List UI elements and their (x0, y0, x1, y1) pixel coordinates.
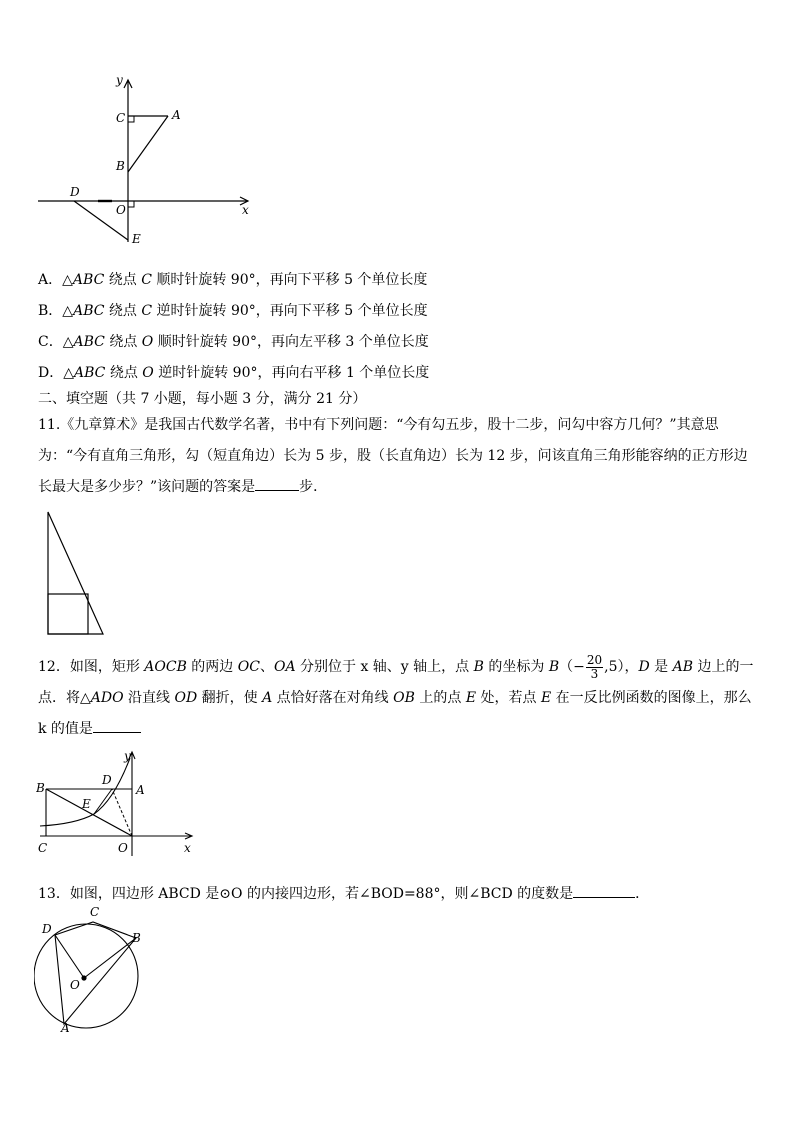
label-D: D (70, 185, 80, 199)
label-A: A (172, 108, 181, 122)
question-11: 11.《九章算术》是我国古代数学名著，书中有下列问题：“今有勾五步，股十二步，问勾中容方几何？”其意思为：“今有直角三角形，勾（短直角边）长为 5 步，股（长直角边）长为 12 步，问该直角三角形能容纳的正方形边长最大是多少步？”该问题的答案是 步． (38, 417, 748, 495)
label-y: y (116, 73, 123, 87)
option-d: D．△ABC 绕点 O 逆时针旋转 90°，再向右平移 1 个单位长度 (38, 365, 430, 381)
answer-blank-12 (93, 718, 141, 733)
label-D: D (102, 773, 112, 787)
label-O: O (70, 978, 80, 992)
question-11-text: 11.《九章算术》是我国古代数学名著，书中有下列问题：“今有勾五步，股十二步，问勾中容方几何？”其意思为：“今有直角三角形，勾（短直角边）长为 5 步，股（长直角边）长为 12 步，问该直角三角形能容纳的正方形边长最大是多少步？”该问题的答案是 (38, 417, 748, 495)
answer-blank-11 (255, 476, 299, 491)
label-O: O (116, 203, 126, 217)
label-B: B (132, 931, 141, 945)
label-B: B (116, 159, 125, 173)
label-E: E (132, 232, 141, 246)
label-C: C (38, 841, 48, 855)
option-letter: B． (38, 303, 63, 319)
option-a: A．△ABC 绕点 C 顺时针旋转 90°，再向下平移 5 个单位长度 (38, 272, 428, 288)
label-x: x (184, 841, 191, 855)
label-A: A (136, 783, 145, 797)
label-C: C (116, 111, 126, 125)
rectangle-hyperbola-figure-q12 (36, 748, 196, 858)
section-heading: 二、填空题（共 7 小题，每小题 3 分，满分 21 分） (38, 391, 367, 407)
label-y: y (124, 749, 131, 763)
question-13: 13．如图，四边形 ABCD 是⊙O 的内接四边形，若∠BOD=88°，则∠BCD 的度数是 ． (38, 883, 649, 904)
label-O: O (118, 841, 128, 855)
label-x: x (242, 203, 249, 217)
answer-blank-13 (573, 883, 635, 898)
option-letter: D． (38, 365, 64, 381)
label-A: A (61, 1021, 70, 1035)
circle-quadrilateral-figure-q13 (34, 904, 154, 1036)
question-13-text: 13．如图，四边形 ABCD 是⊙O 的内接四边形，若∠BOD=88°，则∠BCD 的度数是 (38, 886, 574, 902)
option-c: C．△ABC 绕点 O 顺时针旋转 90°，再向左平移 3 个单位长度 (38, 334, 429, 350)
label-E: E (82, 797, 91, 811)
option-letter: A． (38, 272, 63, 288)
question-12: 12．如图，矩形 AOCB 的两边 OC、OA 分别位于 x 轴、y 轴上，点 B 的坐标为 B（− $\frac{20}{3}$ ,5），D 是 AB 边上的一点．将△ADO 沿直线 OD 翻折，使 A 点恰好落在对角线 OB 上的点 E 处，若点 E 在一反比例函数的图像上，那么 k 的值是 (38, 652, 754, 737)
coordinate-figure-q10 (36, 72, 256, 252)
option-b: B．△ABC 绕点 C 逆时针旋转 90°，再向下平移 5 个单位长度 (38, 303, 428, 319)
label-D: D (42, 922, 52, 936)
label-C: C (90, 905, 100, 919)
option-letter: C． (38, 334, 63, 350)
triangle-square-figure-q11 (44, 508, 108, 638)
fraction-20-3: $\frac{20}{3}$ (586, 652, 603, 681)
label-B: B (36, 781, 45, 795)
